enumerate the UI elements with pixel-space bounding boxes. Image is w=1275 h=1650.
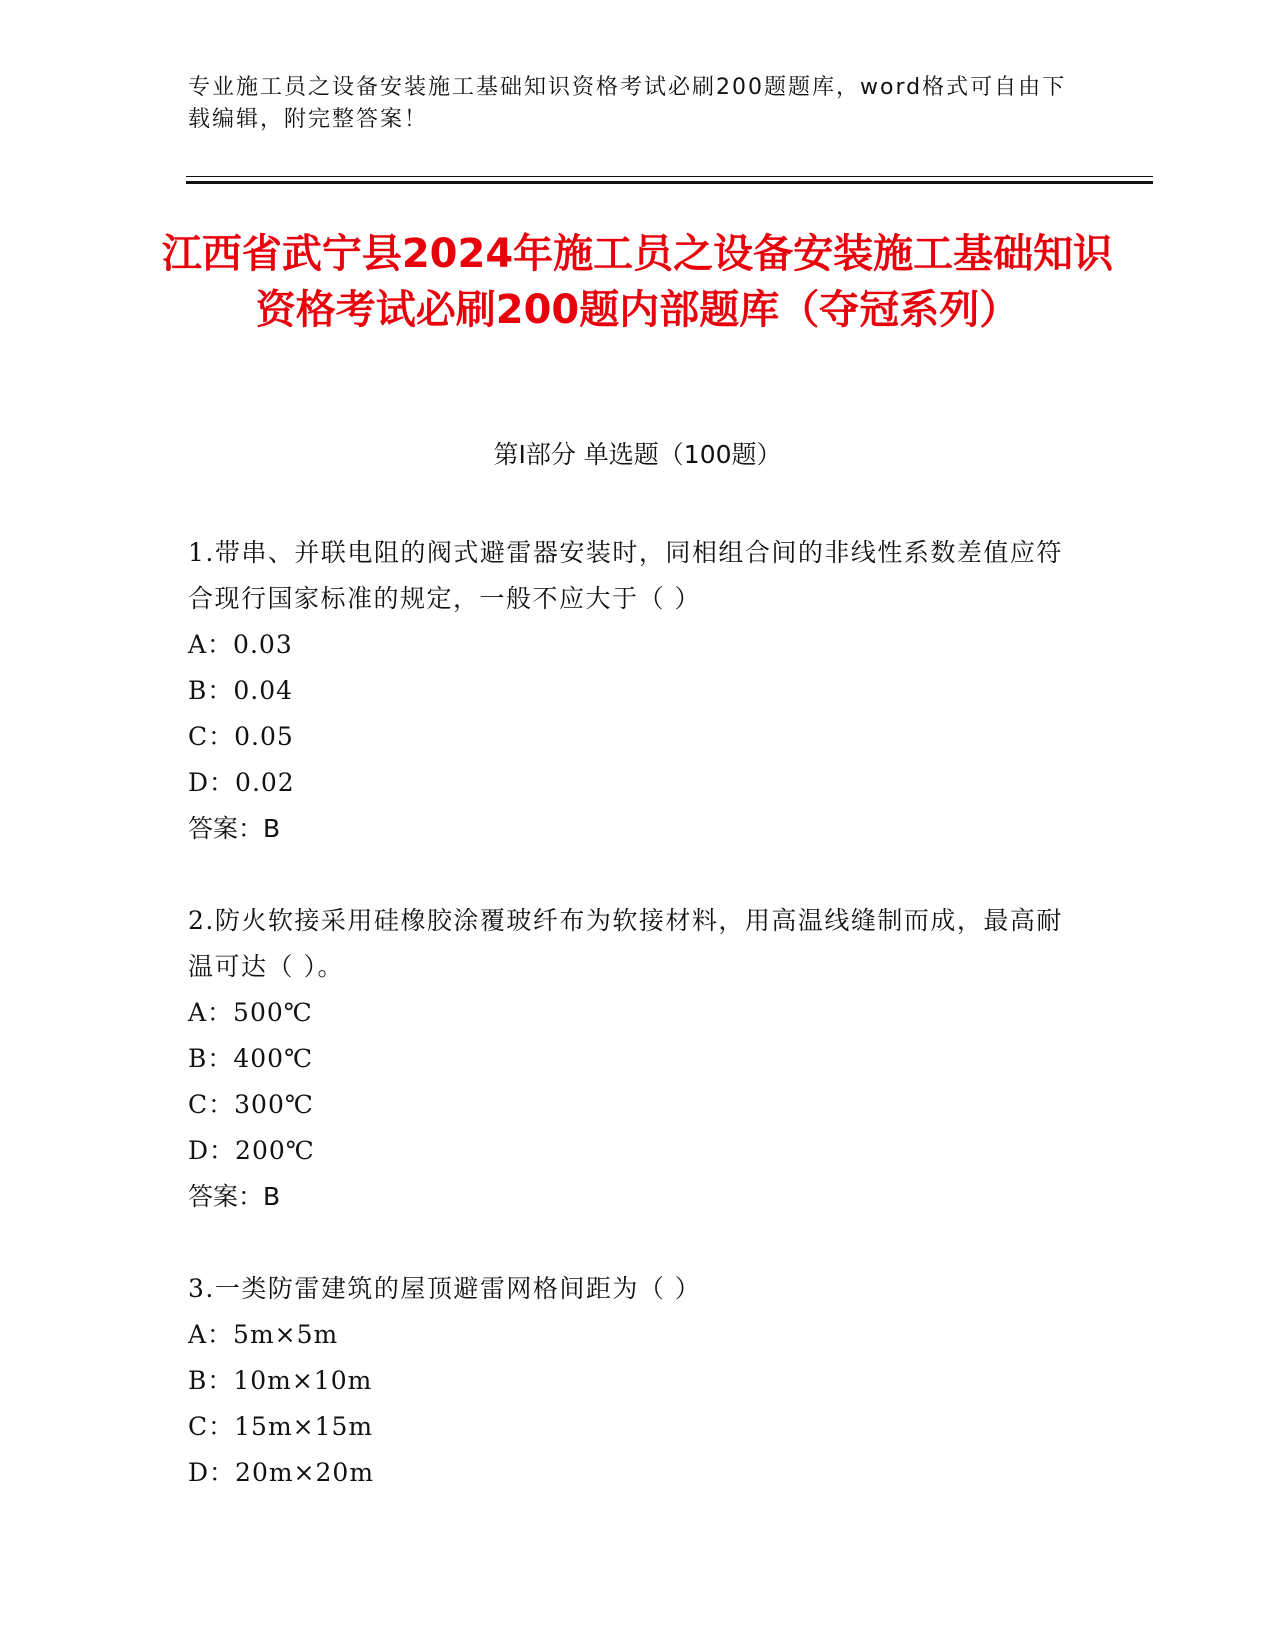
answer: 答案：B bbox=[188, 1182, 281, 1211]
option-d: D：0.02 bbox=[188, 768, 295, 797]
option-d: D：20m×20m bbox=[188, 1458, 375, 1487]
option-a: A：0.03 bbox=[188, 630, 293, 659]
question-stem: 2.防火软接采用硅橡胶涂覆玻纤布为软接材料，用高温线缝制而成，最高耐温可达（ ）。 bbox=[188, 906, 1063, 981]
section-title: 第Ⅰ部分 单选题（100题） bbox=[493, 440, 782, 469]
option-b: B：10m×10m bbox=[188, 1366, 373, 1395]
answer: 答案：B bbox=[188, 814, 281, 843]
header-rule-thick bbox=[186, 181, 1153, 184]
question-3 bbox=[188, 1266, 1068, 1496]
option-c: C：300℃ bbox=[188, 1090, 314, 1119]
question-2 bbox=[188, 898, 1068, 1220]
option-a: A：500℃ bbox=[188, 998, 313, 1027]
question-stem: 1.带串、并联电阻的阀式避雷器安装时，同相组合间的非线性系数差值应符合现行国家标准的规定，一般不应大于（ ） bbox=[188, 538, 1063, 613]
question-stem: 3.一类防雷建筑的屋顶避雷网格间距为（ ） bbox=[188, 1274, 702, 1303]
document-title: 江西省武宁县2024年施工员之设备安装施工基础知识资格考试必刷200题内部题库（夺冠系列） bbox=[161, 231, 1114, 333]
option-b: B：400℃ bbox=[188, 1044, 314, 1073]
question-list bbox=[188, 530, 1068, 1542]
header-rule-thin bbox=[186, 176, 1153, 177]
option-a: A：5m×5m bbox=[188, 1320, 339, 1349]
header-note: 专业施工员之设备安装施工基础知识资格考试必刷200题题库，word格式可自由下载编辑，附完整答案！ bbox=[188, 75, 1067, 132]
question-1 bbox=[188, 530, 1068, 852]
option-d: D：200℃ bbox=[188, 1136, 315, 1165]
option-c: C：15m×15m bbox=[188, 1412, 374, 1441]
option-c: C：0.05 bbox=[188, 722, 294, 751]
option-b: B：0.04 bbox=[188, 676, 294, 705]
